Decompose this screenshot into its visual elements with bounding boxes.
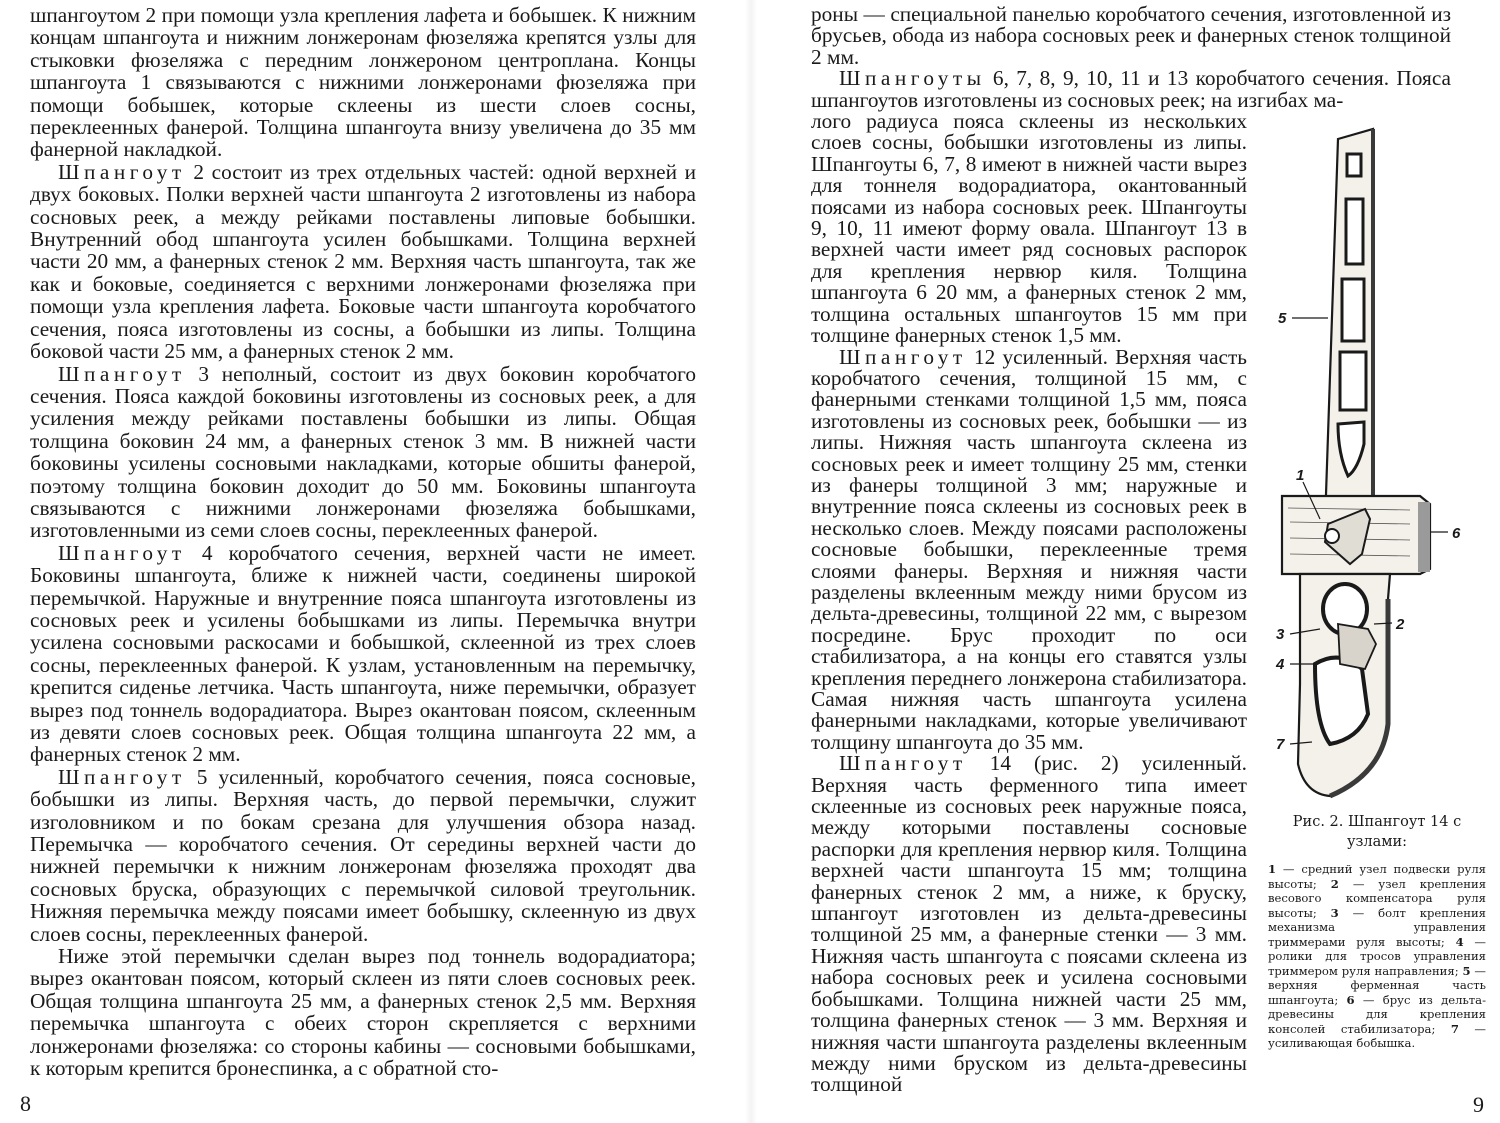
paragraph-body: 3 неполный, состоит из двух боковин коробчатого сечения. Пояса каждой боковины изготовлены из сосновых реек, а для усиления между рейками поставлены бобышки из липы. Общая толщина боковин 24 мм, а фанерных стенок 3 мм. В нижней части боковины усилены сосновыми накладками, которые обшиты фанерой, поэтому толщина боковин доходит до 50 мм. Боковины шпангоута связываются с нижними лонжеронами фюзеляжа бобышками, изготовленными из семи слоев сосны, переклеенных фанерой. (30, 361, 696, 543)
paragraph-body: 14 (рис. 2) усиленный. Верхняя часть ферменного типа имеет склеенные из сосновых реек наружные пояса, между которыми поставлены сосновые распорки для крепления нервюр киля. Толщина верхней части шпангоута 15 мм; толщина фанерных стенок 2 мм, а ниже, к бруску, шпангоут изготовлен из дельта-древесины толщиной 25 мм, а фанерные стенки — 3 мм. Нижняя часть шпангоута с поясами склеена из набора сосновых реек и усилена сосновыми бобышками. Толщина нижней части 25 мм, толщина фанерных стенок — 3 мм. Верхняя и нижняя части шпангоута разделены вклеенным между ними бруском из дельта-древесины толщиной (811, 751, 1248, 1097)
paragraph-lead-word: Шпангоут (839, 751, 967, 776)
legend-item: 7 — усиливающая бобышка. (1268, 1021, 1486, 1050)
legend-text: брус из дельта-древесины для крепления консолей стабилизатора; (1268, 992, 1486, 1036)
paragraph-lead-word: Шпангоут (58, 361, 186, 386)
truss-hole-2 (1346, 199, 1363, 264)
paragraph (811, 111, 1247, 346)
legend-number: 4 (1455, 934, 1464, 949)
figure-legend (1268, 862, 1486, 1051)
legend-number: 6 (1346, 992, 1355, 1007)
paragraph-body: 2 состоит из трех отдельных частей: одной верхней и двух боковых. Полки верхней части шпангоута 2 изготовлены из набора сосновых реек, а между рейками поставлены липовые бобышки. Внутренний обод шпангоута усилен бобышками. Толщина верхней части 20 мм, а фанерных стенок 2 мм. Верхняя часть шпангоута, так же как и боковые, соединяется с верхними лонжеронами фюзеляжа при помощи узла крепления лафета. Боковые части шпангоута коробчатого сечения, пояса изготовлены из сосны, а бобышки из липы. Толщина боковой части 25 мм, а фанерных стенок 2 мм. (30, 159, 696, 364)
paragraph (811, 753, 1247, 1096)
paragraph-body: 12 усиленный. Верхняя часть коробчатого сечения, толщиной 15 мм, с фанерными стенками толщиной 1,5 мм, пояса изготовлены из сосновых реек, бобышки — из липы. Нижняя часть шпангоута склеена из сосновых реек и имеет толщину 25 мм, стенки из фанеры толщиной 3 мм; наружные и внутренние пояса склеены из сосновых реек в несколько слоев. Между поясами расположены сосновые бобышки, переклеенные тремя слоями фанеры. Верхняя и нижняя части разделены вклеенным между ними брусом из дельта-древесины, толщиной 22 мм, с вырезом посредине. Брус проходит по оси стабилизатора, а на концы его ставятся узлы крепления переднего лонжерона стабилизатора. Самая нижняя часть шпангоута усилена фанерными накладками, которые увеличивают толщину шпангоута до 35 мм. (811, 344, 1247, 754)
legend-text: усиливающая бобышка. (1268, 1036, 1416, 1050)
paragraph (811, 4, 1451, 68)
paragraph-body: 5 усиленный, коробчатого сечения, пояса сосновые, бобышки из липы. Верхняя часть, до первой перемычки, служит изголовником и по бокам срезана для улучшения обзора назад. Перемычка — коробчатого сечения. От середины верхней части до нижней перемычки к нижним лонжеронам фюзеляжа проходят два сосновых бруска, образующих с перемычкой силовой треугольник. Нижняя перемычка между поясами имеет бобышку, склеенную из двух слоев сосны, переклеенных фанерой. (30, 764, 696, 946)
callout-4: 4 (1276, 656, 1285, 673)
figure-frame-14-illustration (1270, 124, 1490, 804)
legend-item: 3 — болт крепления механизма управления триммерами руля высоты; (1268, 905, 1486, 949)
callout-6: 6 (1452, 525, 1461, 542)
paragraph-body: 6, 7, 8, 9, 10, 11 и 13 коробчатого сечения. Пояса шпангоутов изготовлены из сосновых реек; на изгибах ма- (811, 66, 1451, 112)
right-page-text-narrow (811, 111, 1247, 1096)
paragraph-body: Ниже этой перемычки сделан вырез под тоннель водорадиатора; вырез окантован поясом, который склеен из пяти слоев сосновых реек. Общая толщина шпангоута 25 мм, а фанерных стенок 2,5 мм. Верхняя перемычка шпангоута с обеих сторон скрепляется с верхними лонжеронами фюзеляжа: со стороны кабины — сосновыми бобышками, к которым крепится бронеспинка, а с обратной сто- (30, 944, 696, 1081)
page-number-right: 9 (1473, 1092, 1484, 1117)
paragraph (30, 363, 696, 542)
callout-5: 5 (1278, 310, 1287, 327)
callout-1: 1 (1296, 467, 1305, 484)
hinge-bolt (1325, 529, 1339, 543)
paragraph-lead-word: Шпангоут (58, 159, 186, 184)
legend-item: 4 — ролики для тросов управления триммером руля направления; (1268, 934, 1487, 978)
paragraph-lead-word: Шпангоуты (839, 66, 986, 91)
paragraph (811, 344, 1247, 754)
truss-hole-3 (1342, 279, 1364, 341)
legend-text: болт крепления механизма управления триммерами руля высоты; (1268, 905, 1486, 949)
truss-hole-4 (1340, 352, 1366, 410)
paragraph-lead-word: Шпангоут (839, 344, 967, 369)
frame-drawing (1270, 124, 1490, 804)
legend-item: 6 — брус из дельта-древесины для крепления консолей стабилизатора; (1268, 992, 1486, 1036)
figure-title: Рис. 2. Шпангоут 14 с узлами: (1292, 814, 1462, 850)
paragraph (30, 161, 696, 363)
legend-text: ролики для тросов управления триммером руля направления; (1268, 949, 1486, 978)
left-page-text (30, 4, 696, 1080)
truss-hole-1 (1347, 154, 1361, 176)
paragraph-body: шпангоутом 2 при помощи узла крепления лафета и бобышек. К нижним концам шпангоута и нижним лонжеронам фюзеляжа крепятся узлы для стыковки фюзеляжа с передним лонжероном центроплана. Концы шпангоута 1 связываются с нижними лонжеронами фюзеляжа при помощи бобышек, которые склеены из шести слоев сосны, переклеенных фанерой. Толщина шпангоута внизу увеличена до 35 мм фанерной накладкой. (30, 3, 696, 162)
legend-item: 1 — средний узел подвески руля высоты; (1268, 862, 1486, 891)
figure-caption (1268, 812, 1486, 1051)
beam-end-grain (1418, 502, 1430, 572)
paragraph (30, 4, 696, 161)
legend-number: 5 (1462, 963, 1471, 978)
paragraph-lead-word: Шпангоут (58, 540, 186, 565)
paragraph-body: роны — специальной панелью коробчатого сечения, изготовленной из брусьев, обода из набора сосновых реек и фанерных стенок толщиной 2 мм. (811, 2, 1451, 69)
paragraph-body: лого радиуса пояса склеены из нескольких слоев сосны, бобышки изготовлены из липы. Шпангоуты 6, 7, 8 имеют в нижней части вырез для тоннеля водорадиатора, окантованный поясами из набора сосновых реек. Шпангоуты 9, 10, 11 имеют форму овала. Шпангоут 13 в верхней части имеет ряд сосновых распорок для крепления нервюр киля. Толщина шпангоута 6 20 мм, а фанерных стенок 2 мм, толщина остальных шпангоутов 15 мм при толщине фанерных стенок 1,5 мм. (811, 109, 1247, 348)
paragraph (30, 945, 696, 1079)
paragraph (811, 68, 1451, 111)
legend-item: 5 — верхняя ферменная часть шпангоута; (1268, 963, 1487, 1007)
legend-text: средний узел подвески руля высоты; (1268, 862, 1486, 891)
paragraph (30, 542, 696, 766)
callout-7: 7 (1276, 736, 1285, 753)
page-number-left: 8 (20, 1091, 31, 1116)
legend-item: 2 — узел крепления весового компенсатора руля высоты; (1268, 876, 1487, 920)
callout-2: 2 (1396, 616, 1405, 633)
paragraph-lead-word: Шпангоут (58, 764, 186, 789)
right-page (750, 0, 1500, 1123)
legend-text: верхняя ферменная часть шпангоута; (1268, 978, 1486, 1007)
callout-3: 3 (1276, 626, 1285, 643)
right-page-text-full (811, 4, 1451, 111)
legend-number: 1 (1268, 862, 1277, 876)
paragraph-body: 4 коробчатого сечения, верхней части не имеет. Боковины шпангоута, ближе к нижней части, соединены широкой перемычкой. Наружные и внутренние пояса шпангоута изготовлены из сосновых реек и усилены бобышками из липы. Перемычка внутри усилена сосновыми раскосами и бобышкой, склеенной из трех слоев сосны, переклеенных фанерой. К узлам, установленным на перемычку, крепится сиденье летчика. Часть шпангоута, ниже перемычки, образует вырез под тоннель водорадиатора. Вырез окантован поясом, склеенным из девяти слоев сосновых реек. Общая толщина шпангоута 22 мм, а фанерных стенок 2 мм. (30, 540, 696, 767)
legend-text: узел крепления весового компенсатора руля высоты; (1268, 876, 1487, 920)
legend-number: 3 (1330, 905, 1339, 920)
legend-number: 7 (1450, 1021, 1459, 1036)
legend-number: 2 (1330, 876, 1339, 891)
paragraph (30, 766, 696, 945)
